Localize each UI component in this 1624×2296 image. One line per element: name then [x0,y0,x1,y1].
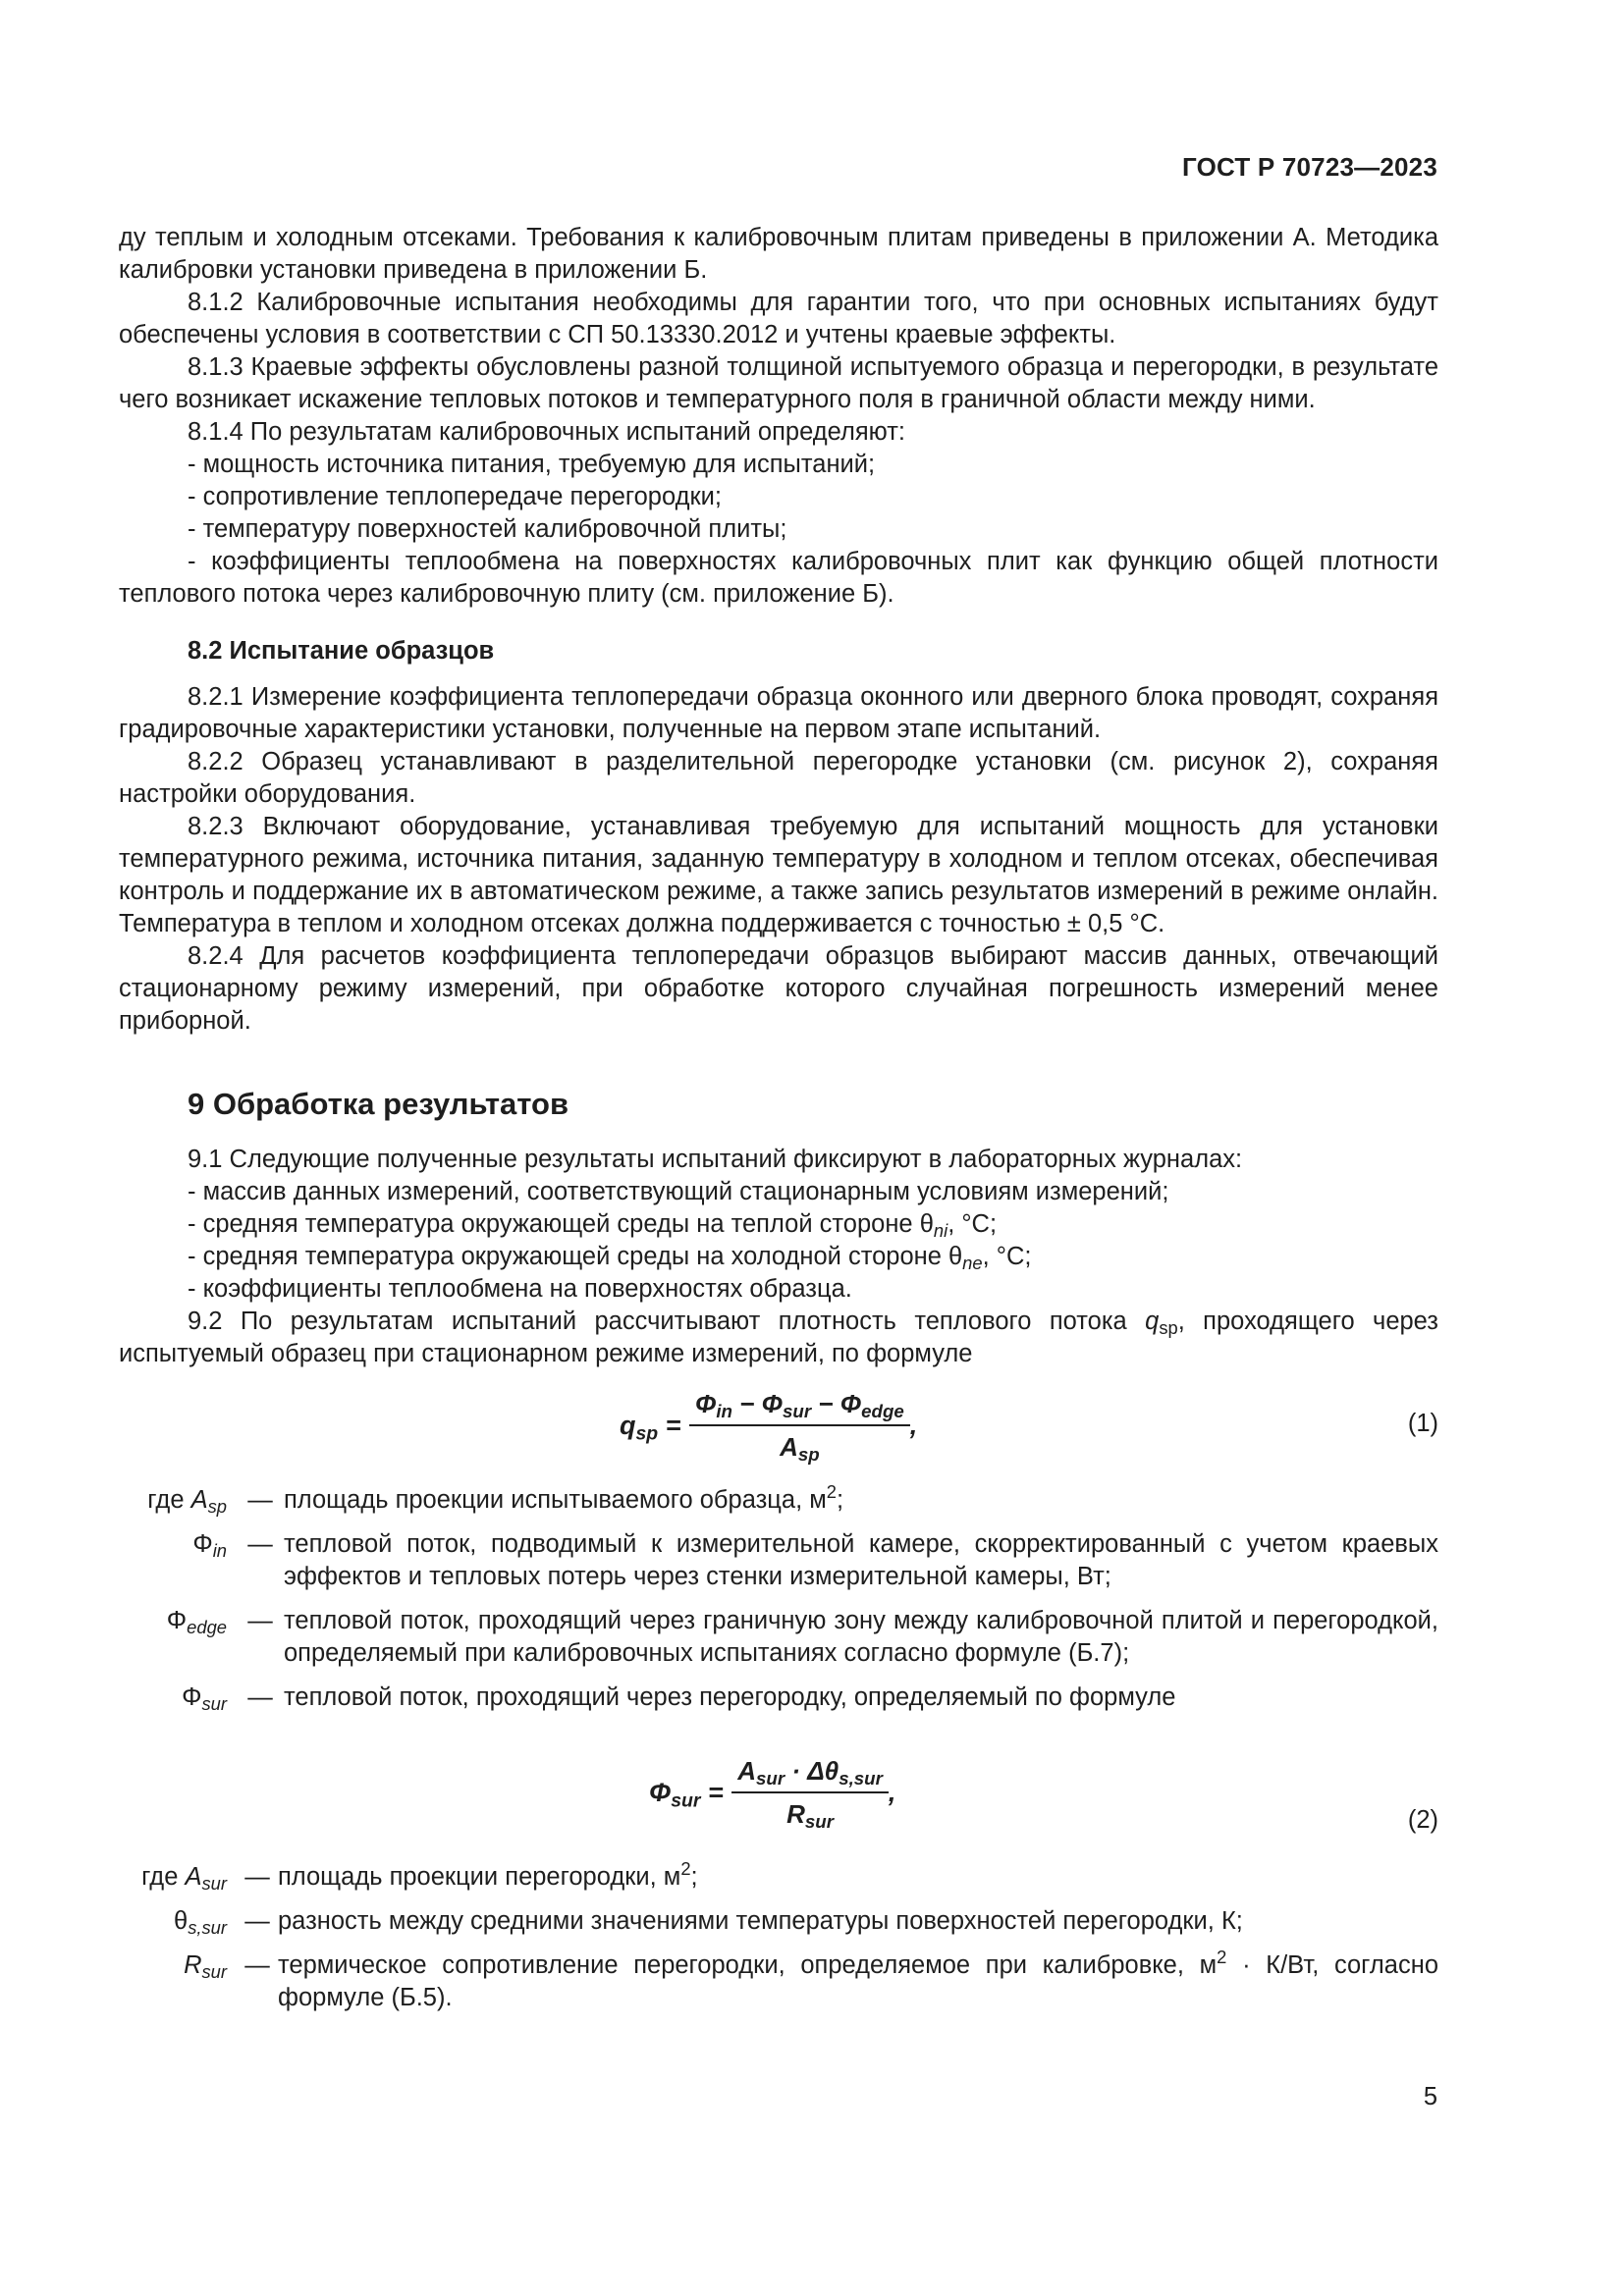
paragraph-8-2-1: 8.2.1 Измерение коэффициента теплопередачи образца оконного или дверного блока проводят, сохраняя градировочные характеристики установки, полученные на первом этапе испытаний. [119,683,1438,743]
paragraph-8-1-4: 8.1.4 По результатам калибровочных испытаний определяют: [188,418,905,446]
list-item: - коэффициенты теплообмена на поверхностях калибровочных плит как функцию общей плотности теплового потока через калибровочную плиту (см. приложение Б). [119,548,1438,608]
formula-2-legend: где $A_{sur}$ — площадь проекции перегородки, $м^2$; $\theta_{s,sur}$ — разность между средними значениями температуры поверхностей перегородки, К; $R_{sur}$ — термическое сопротивление перегородки, определяемое при калибровке, $м^2 \cdot К/Вт$, согласно формуле (Б.5). [141,1857,1439,2011]
page-number: 5 [1423,2083,1437,2110]
document-code: ГОСТ Р 70723—2023 [1182,152,1437,182]
formula-1: $q_{sp}$ = $\frac{\Phi_{in} - \Phi_{sur} - \Phi_{edge}}{A_{sp}}$ , (1) [119,1376,1438,1474]
list-item: - температуру поверхностей калибровочной плиты; [188,515,787,543]
paragraph-9-2: 9.2 По результатам испытаний рассчитывают плотность теплового потока $q_{sp}$, проходящего через испытуемый образец при стационарном режиме измерений, по формуле [119,1308,1438,1367]
fraction: $\frac{A_{sur} \cdot \Delta\theta_{s,sur}}{R_{sur}}$ [731,1752,889,1833]
paragraph-8-2-2: 8.2.2 Образец устанавливают в разделительной перегородке установки (см. рисунок 2), сохраняя настройки оборудования. [119,748,1438,808]
paragraph-9-1: 9.1 Следующие полученные результаты испытаний фиксируют в лабораторных журналах: [188,1146,1243,1173]
section-heading-8-2: 8.2 Испытание образцов [188,637,495,665]
paragraph: ду теплым и холодным отсеками. Требования к калибровочным плитам приведены в приложении А. Методика калибровки установки приведена в приложении Б. [119,224,1438,284]
list-item: - коэффициенты теплообмена на поверхностях образца. [188,1275,852,1303]
paragraph-8-1-3: 8.1.3 Краевые эффекты обусловлены разной толщиной испытуемого образца и перегородки, в результате чего возникает искажение тепловых потоков и температурного поля в граничной области между ними. [119,353,1438,413]
paragraph-8-2-3: 8.2.3 Включают оборудование, устанавливая требуемую для испытаний мощность для установки температурного режима, источника питания, заданную температуру в холодном и теплом отсеках, обеспечивая контроль и поддержание их в автоматическом режиме, а также запись результатов измерений в режиме онлайн. Температура в теплом и холодном отсеках должна поддерживается с точностью ± 0,5 °С. [119,813,1438,937]
list-item: - сопротивление теплопередаче перегородки; [188,483,722,510]
list-item: - массив данных измерений, соответствующий стационарным условиям измерений; [188,1178,1169,1205]
paragraph-8-2-4: 8.2.4 Для расчетов коэффициента теплопередачи образцов выбирают массив данных, отвечающий стационарному режиму измерений, при обработке которого случайная погрешность измерений менее приборной. [119,942,1438,1035]
chapter-heading-9: 9 Обработка результатов [188,1087,569,1121]
page-body [119,222,1438,2026]
list-item: - средняя температура окружающей среды на холодной стороне $\theta_{ne}$, °С; [188,1243,1032,1274]
list-item: - мощность источника питания, требуемую для испытаний; [188,451,876,478]
formula-2: $\Phi_{sur}$ = $\frac{A_{sur} \cdot \Delta\theta_{s,sur}}{R_{sur}}$ , (2) [119,1743,1438,1851]
fraction: $\frac{\Phi_{in} - \Phi_{sur} - \Phi_{edge}}{A_{sp}}$ [689,1385,910,1466]
paragraph-8-1-2: 8.1.2 Калибровочные испытания необходимы для гарантии того, что при основных испытаниях будут обеспечены условия в соответствии с СП 50.13330.2012 и учтены краевые эффекты. [119,289,1438,348]
list-item: - средняя температура окружающей среды на теплой стороне $\theta_{ni}$, °С; [188,1210,998,1242]
equation-number: (2) [1407,1806,1438,1834]
formula-1-legend: где $A_{sp}$ — площадь проекции испытываемого образца, $м^2$; $\Phi_{in}$ — тепловой поток, подводимый к измерительной камере, скорректированный с учетом краевых эффектов и тепловых потерь через стенки измерительной камеры, Вт; $\Phi_{edge}$ — тепловой поток, проходящий через граничную зону между калибровочной плитой и перегородкой, определяемый при калибровочных испытаниях согласно формуле (Б.7); $\Phi_{sur}$ — тепловой поток, проходящий через перегородку, определяемый по формуле [147,1480,1438,1715]
equation-number: (1) [1407,1410,1438,1437]
